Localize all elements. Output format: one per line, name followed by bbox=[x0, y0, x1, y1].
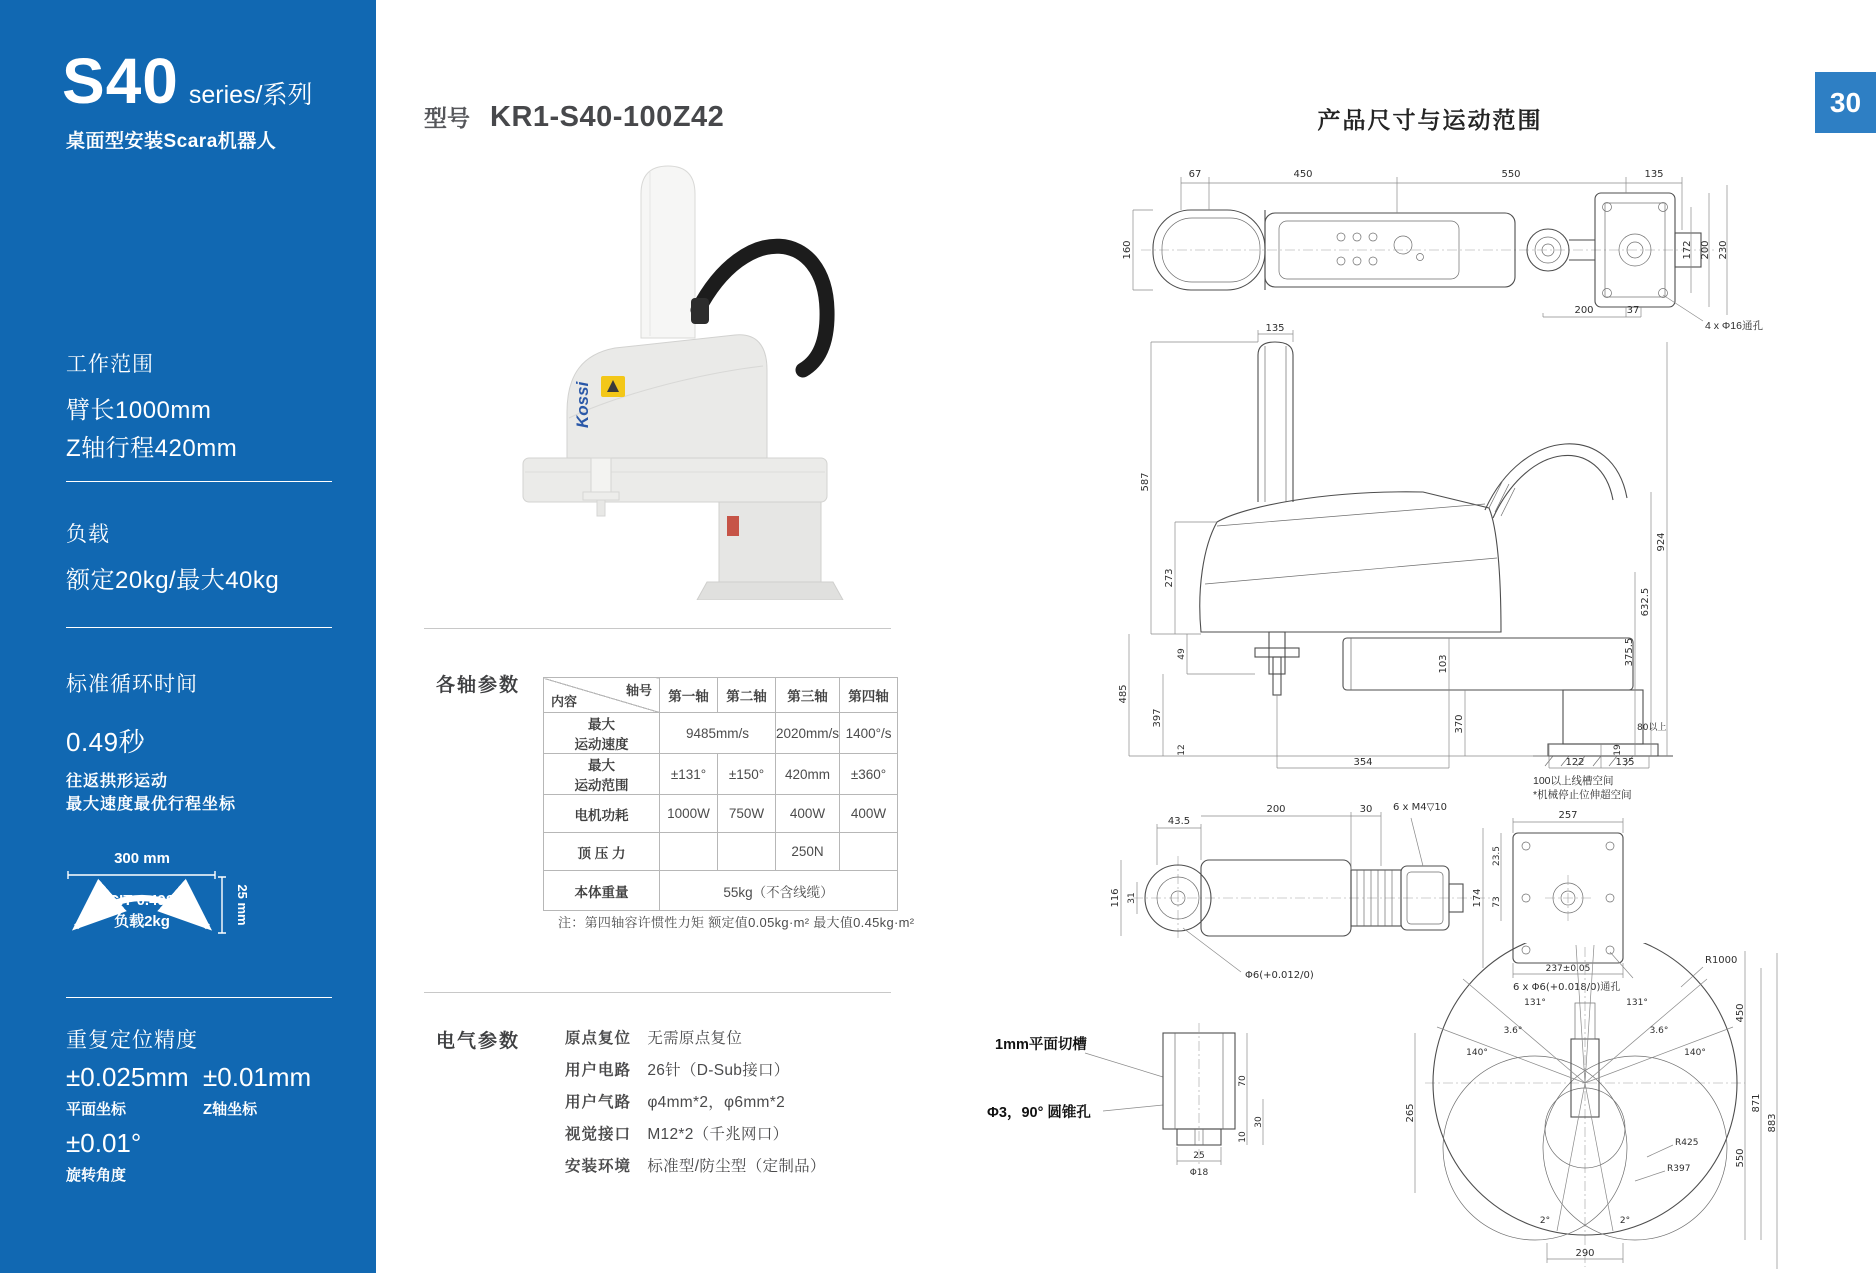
electric-label: 视觉接口 bbox=[565, 1126, 632, 1143]
electric-value: M12*2（千兆网口） bbox=[647, 1126, 789, 1143]
range-axis2: ±150° bbox=[718, 754, 776, 795]
dim-label: 172 bbox=[1682, 240, 1693, 260]
cycle-note-1: 往返拱形运动 bbox=[66, 773, 169, 790]
dim-label: 485 bbox=[1118, 684, 1129, 704]
dim-label: 67 bbox=[1188, 169, 1202, 180]
speed-axis12: 9485mm/s bbox=[660, 713, 776, 754]
page-number-badge: 30 bbox=[1815, 72, 1876, 133]
dim-label: 43.5 bbox=[1167, 816, 1191, 827]
precision-xy-label: 平面坐标 bbox=[66, 1101, 127, 1118]
work-range-title: 工作范围 bbox=[66, 353, 154, 376]
dim-label: 265 bbox=[1405, 1103, 1416, 1123]
range-axis4: ±360° bbox=[840, 754, 898, 795]
row-label-power: 电机功耗 bbox=[544, 795, 660, 833]
robot-lower-arm bbox=[523, 458, 827, 502]
row-label-weight: 本体重量 bbox=[544, 871, 660, 911]
dim-label: 103 bbox=[1438, 654, 1449, 674]
power-axis2: 750W bbox=[718, 795, 776, 833]
row-label-force: 顶 压 力 bbox=[544, 833, 660, 871]
dim-label: 924 bbox=[1656, 532, 1667, 552]
cycle-diagram bbox=[0, 845, 280, 945]
angle-label: 131° bbox=[1524, 998, 1546, 1008]
dim-label: 19 bbox=[1613, 744, 1623, 756]
electric-label: 用户气路 bbox=[565, 1094, 632, 1111]
precision-rot-value: ±0.01° bbox=[66, 1128, 142, 1158]
dim-label: 632.5 bbox=[1640, 587, 1651, 617]
dim-label: 273 bbox=[1164, 568, 1175, 588]
series-subtitle: 桌面型安装Scara机器人 bbox=[66, 131, 277, 152]
electric-row bbox=[565, 1026, 826, 1058]
robot-z-column bbox=[641, 166, 695, 338]
dim-label: 450 bbox=[1735, 1003, 1746, 1023]
dim-label: 30 bbox=[1254, 1116, 1264, 1128]
model-number: KR1-S40-100Z42 bbox=[490, 101, 725, 133]
series-name: S40 bbox=[62, 45, 179, 117]
hole-note: 4 x Φ16通孔 bbox=[1705, 320, 1763, 332]
dim-label: 200 bbox=[1700, 240, 1711, 260]
robot-pedestal bbox=[719, 502, 821, 582]
dim-label: 174 bbox=[1472, 888, 1483, 908]
dim-label: 587 bbox=[1140, 472, 1151, 492]
robot-base-plate bbox=[697, 582, 843, 600]
dim-label: 160 bbox=[1122, 240, 1133, 260]
force-axis3: 250N bbox=[776, 833, 840, 871]
power-axis1: 1000W bbox=[660, 795, 718, 833]
power-axis4: 400W bbox=[840, 795, 898, 833]
row-label-speed bbox=[544, 713, 660, 754]
range-axis3: 420mm bbox=[776, 754, 840, 795]
dim-label: 23.5 bbox=[1492, 845, 1502, 867]
cycle-cit-label: CIT 0.49S bbox=[108, 892, 176, 909]
table-row bbox=[544, 713, 898, 754]
table-header-row bbox=[544, 678, 898, 713]
drawing-range-view bbox=[1385, 943, 1785, 1273]
weight-value: 55kg（不含线缆） bbox=[660, 871, 898, 911]
hole-note: Φ6(+0.012/0) bbox=[1245, 970, 1314, 981]
col-axis-3: 第三轴 bbox=[776, 678, 840, 713]
radius-label: R425 bbox=[1675, 1138, 1699, 1148]
electric-value: φ4mm*2，φ6mm*2 bbox=[647, 1094, 786, 1111]
payload-value: 额定20kg/最大40kg bbox=[66, 567, 280, 594]
electric-row bbox=[565, 1058, 826, 1090]
dim-label: 550 bbox=[1501, 169, 1521, 180]
electric-label: 用户电路 bbox=[565, 1062, 632, 1079]
dim-label: 116 bbox=[1110, 888, 1121, 908]
dim-label: 135 bbox=[1265, 323, 1285, 334]
cycle-note-2: 最大速度最优行程坐标 bbox=[66, 796, 237, 813]
axis-table-note: 注：第四轴容许惯性力矩 额定值0.05kg·m² 最大值0.45kg·m² bbox=[558, 915, 915, 930]
dim-label: 37 bbox=[1626, 305, 1640, 316]
axis-parameters-table bbox=[543, 677, 898, 911]
force-axis1 bbox=[660, 833, 718, 871]
product-photo bbox=[495, 160, 845, 600]
cycle-title: 标准循环时间 bbox=[66, 673, 198, 696]
row-label-range bbox=[544, 754, 660, 795]
precision-xy-value: ±0.025mm bbox=[66, 1062, 189, 1092]
table-row bbox=[544, 833, 898, 871]
dim-label: 883 bbox=[1767, 1113, 1778, 1133]
dim-label: 12 bbox=[1177, 744, 1187, 756]
drawing-detail-view bbox=[985, 1015, 1315, 1180]
hole-note: 6 x Φ6(+0.018/0)通孔 bbox=[1513, 982, 1621, 993]
drawing-note: *机械停止位伸超空间 bbox=[1533, 789, 1632, 801]
dim-label: 237±0.05 bbox=[1545, 964, 1591, 974]
precision-rot-label: 旋转角度 bbox=[66, 1167, 127, 1184]
col-axis-4: 第四轴 bbox=[840, 678, 898, 713]
table-row bbox=[544, 795, 898, 833]
dim-label: 200 bbox=[1574, 305, 1594, 316]
thread-note: 6 x M4▽10 bbox=[1393, 802, 1448, 813]
force-axis2 bbox=[718, 833, 776, 871]
radius-label: R1000 bbox=[1705, 955, 1738, 966]
dim-label: 122 bbox=[1565, 757, 1585, 768]
brand-logo: Kossi bbox=[573, 381, 592, 428]
dim-label: 290 bbox=[1575, 1248, 1595, 1259]
electric-value: 无需原点复位 bbox=[647, 1030, 743, 1047]
electric-value: 标准型/防尘型（定制品） bbox=[647, 1158, 826, 1175]
dim-label: 200 bbox=[1266, 804, 1286, 815]
cycle-value: 0.49秒 bbox=[66, 727, 146, 757]
angle-label: 131° bbox=[1626, 998, 1648, 1008]
dim-label: 49 bbox=[1177, 648, 1187, 660]
precision-title: 重复定位精度 bbox=[66, 1029, 198, 1052]
corner-axis-label: 轴号 bbox=[625, 683, 652, 698]
dim-label: 135 bbox=[1615, 757, 1635, 768]
dim-label: 25 bbox=[1193, 1151, 1205, 1161]
axis-section-title: 各轴参数 bbox=[436, 675, 521, 696]
section-divider bbox=[424, 628, 891, 629]
power-axis3: 400W bbox=[776, 795, 840, 833]
sidebar-divider bbox=[66, 627, 332, 628]
drawing-side-view bbox=[1093, 322, 1673, 802]
payload-title: 负载 bbox=[66, 523, 110, 546]
dim-label: 30 bbox=[1359, 804, 1373, 815]
force-axis4 bbox=[840, 833, 898, 871]
col-axis-1: 第一轴 bbox=[660, 678, 718, 713]
dim-label: Φ18 bbox=[1189, 1168, 1209, 1178]
row-label-line: 最大 bbox=[588, 758, 615, 773]
angle-label: 140° bbox=[1684, 1048, 1706, 1058]
electric-row bbox=[565, 1154, 826, 1186]
drawing-top-view bbox=[1093, 145, 1783, 335]
cycle-width-label: 300 mm bbox=[114, 850, 170, 867]
series-title bbox=[62, 44, 313, 118]
dim-label: 871 bbox=[1751, 1093, 1762, 1113]
precision-z-value: ±0.01mm bbox=[203, 1062, 312, 1092]
drawing-note: 100以上线槽空间 bbox=[1533, 775, 1614, 787]
table-row bbox=[544, 871, 898, 911]
dim-label: 257 bbox=[1558, 810, 1578, 821]
sidebar bbox=[0, 0, 376, 1273]
speed-axis4: 1400°/s bbox=[840, 713, 898, 754]
radius-label: R397 bbox=[1667, 1164, 1691, 1174]
robot-body bbox=[567, 335, 767, 458]
angle-label: 3.6° bbox=[1503, 1026, 1523, 1036]
electric-value: 26针（D-Sub接口） bbox=[647, 1062, 790, 1079]
detail-callout-cone-hole: Φ3，90° 圆锥孔 bbox=[987, 1105, 1091, 1121]
dim-label: 354 bbox=[1353, 757, 1373, 768]
section-divider bbox=[424, 992, 891, 993]
detail-callout-groove: 1mm平面切槽 bbox=[995, 1037, 1087, 1053]
angle-label: 2° bbox=[1619, 1216, 1631, 1226]
corner-content-label: 内容 bbox=[551, 694, 578, 709]
series-suffix: series/系列 bbox=[188, 81, 313, 109]
dim-label: 375.5 bbox=[1624, 637, 1635, 667]
robot-quill bbox=[591, 458, 611, 492]
cycle-height-label: 25 mm bbox=[235, 884, 250, 926]
dim-label: 70 bbox=[1238, 1075, 1248, 1087]
angle-label: 3.6° bbox=[1649, 1026, 1669, 1036]
dim-label: 397 bbox=[1152, 708, 1163, 728]
dim-label: 550 bbox=[1735, 1148, 1746, 1168]
dim-label: 370 bbox=[1454, 714, 1465, 734]
precision-z-label: Z轴坐标 bbox=[203, 1101, 258, 1118]
angle-label: 140° bbox=[1466, 1048, 1488, 1058]
arm-length: 臂长1000mm bbox=[66, 397, 212, 424]
col-axis-2: 第二轴 bbox=[718, 678, 776, 713]
angle-label: 2° bbox=[1539, 1216, 1551, 1226]
sidebar-divider bbox=[66, 481, 332, 482]
electric-label: 安装环境 bbox=[565, 1158, 632, 1175]
table-row bbox=[544, 754, 898, 795]
cycle-load-label: 负载2kg bbox=[114, 913, 170, 930]
dim-label: 31 bbox=[1127, 892, 1137, 904]
dim-label: 135 bbox=[1644, 169, 1664, 180]
dim-label: 230 bbox=[1718, 240, 1729, 260]
row-label-line: 运动速度 bbox=[574, 737, 629, 752]
range-axis1: ±131° bbox=[660, 754, 718, 795]
dim-label: 450 bbox=[1293, 169, 1313, 180]
dim-label: 73 bbox=[1492, 896, 1502, 908]
electric-label: 原点复位 bbox=[565, 1030, 632, 1047]
model-label: 型号 bbox=[424, 105, 470, 131]
dim-label: 10 bbox=[1238, 1131, 1248, 1143]
model-row bbox=[424, 100, 724, 134]
electric-rows bbox=[565, 1026, 826, 1186]
drawings-title: 产品尺寸与运动范围 bbox=[1317, 107, 1543, 133]
speed-axis3: 2020mm/s bbox=[776, 713, 840, 754]
row-label-line: 运动范围 bbox=[574, 778, 629, 793]
electric-section-title: 电气参数 bbox=[436, 1031, 521, 1052]
electric-row bbox=[565, 1090, 826, 1122]
row-label-line: 最大 bbox=[588, 717, 615, 732]
table-corner-cell bbox=[544, 678, 660, 713]
electric-row bbox=[565, 1122, 826, 1154]
dim-label: 80以上 bbox=[1637, 723, 1667, 733]
z-stroke: Z轴行程420mm bbox=[66, 435, 238, 462]
sidebar-divider bbox=[66, 997, 332, 998]
